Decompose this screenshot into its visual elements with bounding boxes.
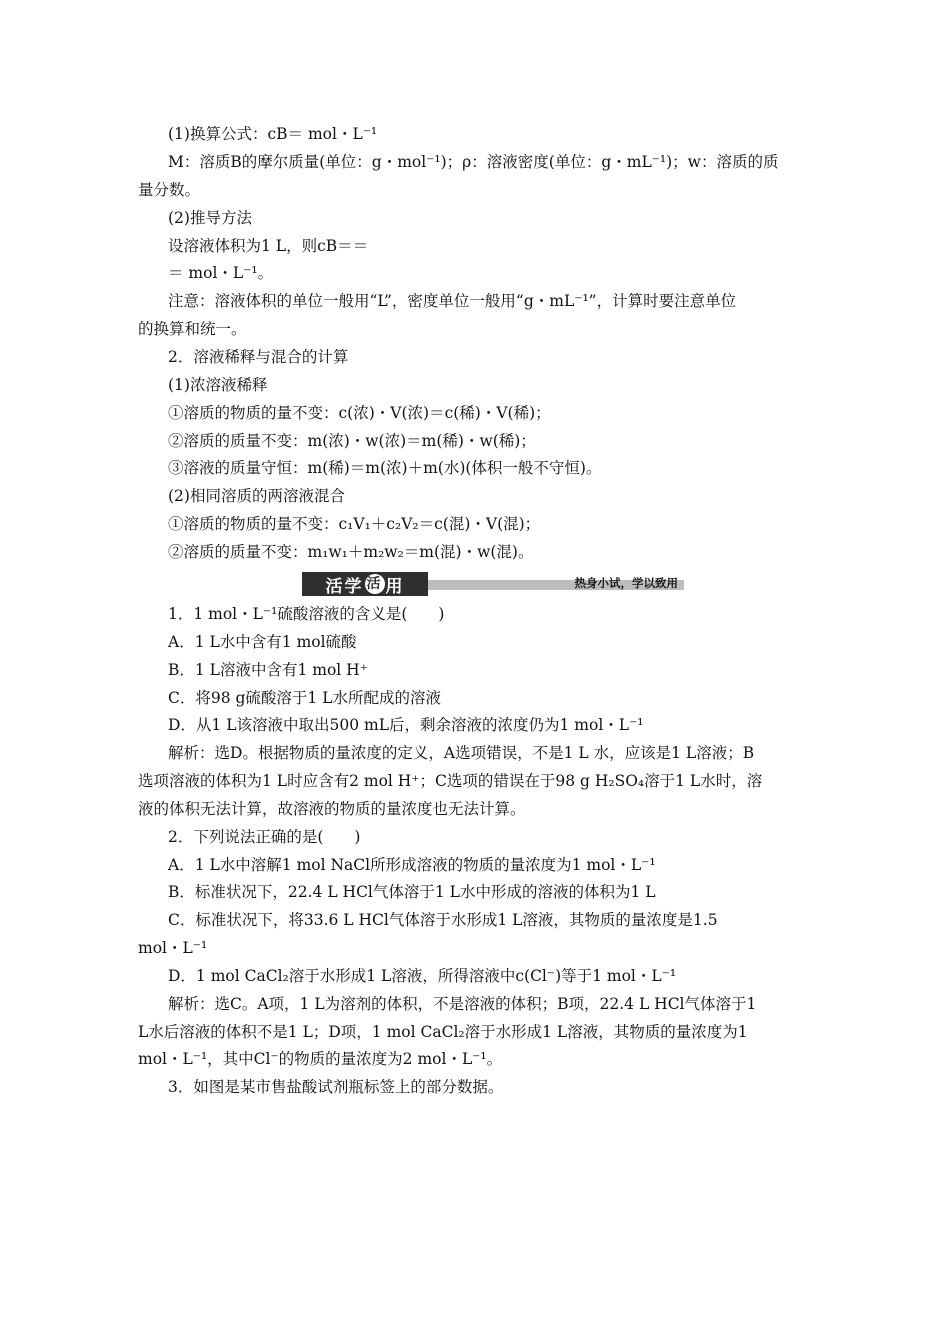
text-line: C．标准状况下，将33.6 L HCl气体溶于水形成1 L溶液，其物质的量浓度是1.5 xyxy=(168,911,718,929)
text-line: C．将98 g硫酸溶于1 L水所配成的溶液 xyxy=(168,689,442,707)
text-line: 解析：选D。根据物质的量浓度的定义，A选项错误，不是1 L 水，应该是1 L溶液；B xyxy=(168,744,755,762)
text-line: mol・L⁻¹，其中Cl⁻的物质的量浓度为2 mol・L⁻¹。 xyxy=(138,1050,503,1068)
text-line: ③溶液的质量守恒：m(稀)＝m(浓)＋m(水)(体积一般不守恒)。 xyxy=(168,459,602,477)
text-line: D．从1 L该溶液中取出500 mL后，剩余溶液的浓度仍为1 mol・L⁻¹ xyxy=(168,716,644,734)
text-line: ＝ mol・L⁻¹。 xyxy=(168,264,274,282)
section-banner xyxy=(302,572,684,596)
banner-title-part2: 用 xyxy=(385,576,405,597)
text-line: 注意：溶液体积的单位一般用“L”，密度单位一般用“g・mL⁻¹”，计算时要注意单位 xyxy=(168,292,737,310)
banner-title-circled: 活 xyxy=(366,576,383,592)
text-line: D．1 mol CaCl₂溶于水形成1 L溶液，所得溶液中c(Cl⁻)等于1 mol・L⁻¹ xyxy=(168,967,677,985)
text-line: 2．溶液稀释与混合的计算 xyxy=(168,348,349,366)
text-line: (1)浓溶液稀释 xyxy=(168,376,268,394)
text-line: mol・L⁻¹ xyxy=(138,939,208,957)
text-line: 设溶液体积为1 L，则cB＝＝ xyxy=(168,237,369,255)
text-line: 1．1 mol・L⁻¹硫酸溶液的含义是( ) xyxy=(168,605,445,623)
text-line: B．1 L溶液中含有1 mol H⁺ xyxy=(168,661,368,679)
banner-title-part1: 活学 xyxy=(325,576,364,597)
text-line: A．1 L水中溶解1 mol NaCl所形成溶液的物质的量浓度为1 mol・L⁻¹ xyxy=(168,856,656,874)
banner-slogan: 热身小试，学以致用 xyxy=(574,576,678,590)
text-line: 量分数。 xyxy=(138,181,201,199)
text-line: A．1 L水中含有1 mol硫酸 xyxy=(168,633,357,651)
text-line: ①溶质的物质的量不变：c₁V₁＋c₂V₂＝c(混)・V(混)； xyxy=(168,515,541,533)
banner-title xyxy=(302,572,428,596)
text-line: (1)换算公式：cB＝ mol・L⁻¹ xyxy=(168,125,378,143)
text-line: M：溶质B的摩尔质量(单位：g・mol⁻¹)；ρ：溶液密度(单位：g・mL⁻¹)；w：溶质的质 xyxy=(168,153,779,171)
text-line: ①溶质的物质的量不变：c(浓)・V(浓)＝c(稀)・V(稀)； xyxy=(168,404,551,422)
text-line: 3．如图是某市售盐酸试剂瓶标签上的部分数据。 xyxy=(168,1078,504,1096)
text-line: ②溶质的质量不变：m₁w₁＋m₂w₂＝m(混)・w(混)。 xyxy=(168,543,534,561)
text-line: ②溶质的质量不变：m(浓)・w(浓)＝m(稀)・w(稀)； xyxy=(168,432,536,450)
text-line: (2)相同溶质的两溶液混合 xyxy=(168,487,345,505)
text-line: 选项溶液的体积为1 L时应含有2 mol H⁺；C选项的错误在于98 g H₂SO₄溶于1 L水时，溶 xyxy=(138,772,763,790)
text-line: (2)推导方法 xyxy=(168,209,252,227)
text-line: 的换算和统一。 xyxy=(138,320,247,338)
text-line: 解析：选C。A项，1 L为溶剂的体积，不是溶液的体积；B项，22.4 L HCl气体溶于1 xyxy=(168,995,757,1013)
text-line: 液的体积无法计算，故溶液的物质的量浓度也无法计算。 xyxy=(138,800,526,818)
text-line: 2．下列说法正确的是( ) xyxy=(168,828,361,846)
text-line: B．标准状况下，22.4 L HCl气体溶于1 L水中形成的溶液的体积为1 L xyxy=(168,883,656,901)
text-line: L水后溶液的体积不是1 L；D项，1 mol CaCl₂溶于水形成1 L溶液，其物质的量浓度为1 xyxy=(138,1023,748,1041)
